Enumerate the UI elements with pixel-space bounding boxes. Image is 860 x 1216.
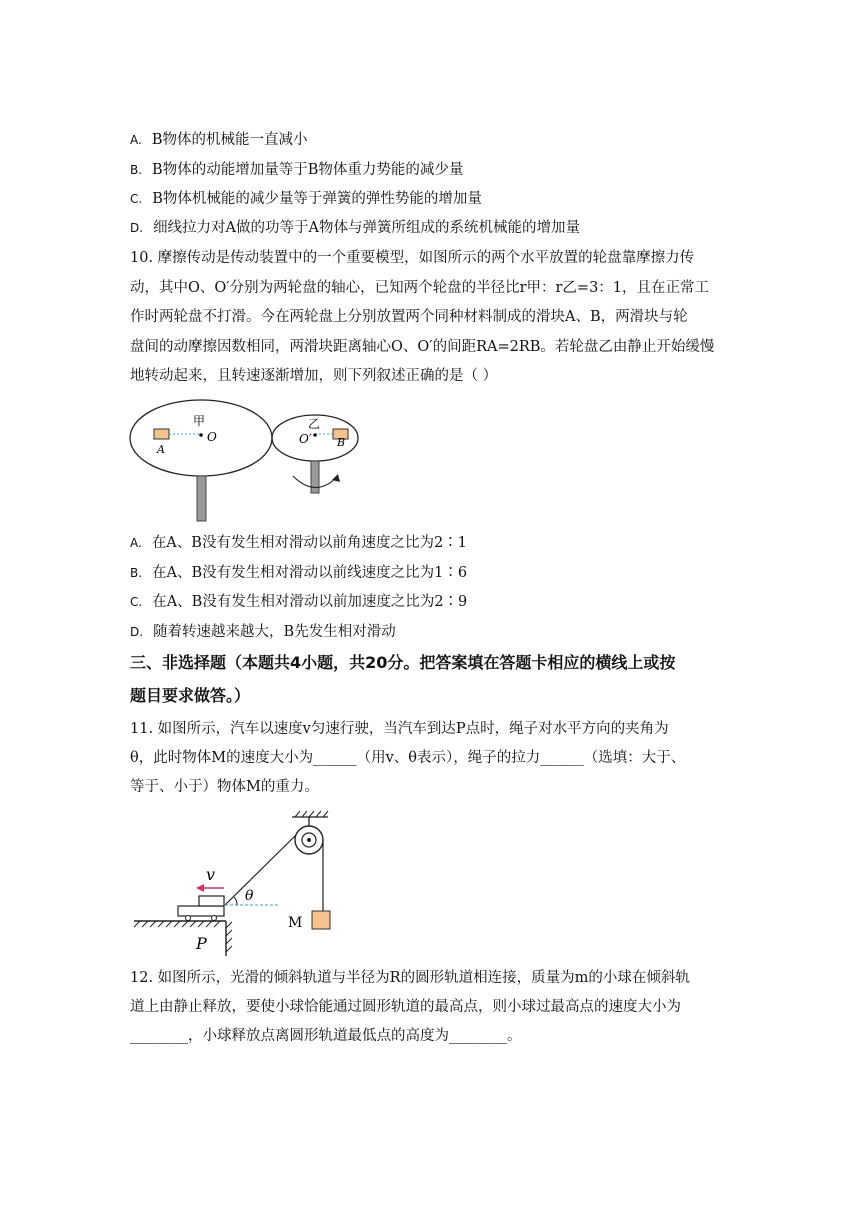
option-label: B. xyxy=(130,163,143,177)
car-pulley-figure xyxy=(128,808,343,960)
option-text: B物体机械能的减少量等于弹簧的弹性势能的增加量 xyxy=(152,191,482,207)
q12-line-2: 道上由静止释放，要使小球恰能通过圆形轨道的最高点，则小球过最高点的速度大小为 xyxy=(130,999,681,1015)
q12-line-3: ________，小球释放点离圆形轨道最低点的高度为________。 xyxy=(130,1028,522,1044)
velocity-arrowhead-icon xyxy=(196,884,204,892)
q10-option-c xyxy=(130,592,467,612)
option-text: 随着转速越来越大，B先发生相对滑动 xyxy=(153,624,396,640)
friction-wheels-figure xyxy=(128,398,363,526)
option-label: D. xyxy=(130,221,144,235)
label-o: O xyxy=(207,430,217,444)
q9-option-a xyxy=(130,130,307,150)
center-o xyxy=(199,433,203,437)
car-wheel-rear xyxy=(186,916,191,921)
option-label: C. xyxy=(130,192,143,206)
label-theta: θ xyxy=(245,888,254,904)
section-heading-line-2: 题目要求做答。） xyxy=(130,686,251,705)
q11-line-3: 等于、小于）物体M的重力。 xyxy=(130,779,319,795)
label-yi: 乙 xyxy=(308,417,321,431)
car-cabin xyxy=(199,896,224,906)
label-v: v xyxy=(206,865,216,884)
q10-option-a xyxy=(130,533,467,553)
q10-line-5: 地转动起来，且转速逐渐增加，则下列叙述正确的是（ ） xyxy=(130,368,498,384)
q10-option-d xyxy=(130,622,396,642)
q9-option-d xyxy=(130,218,580,238)
section-heading-line-1: 三、非选择题（本题共4小题，共20分。把答案填在答题卡相应的横线上或按 xyxy=(130,653,676,672)
option-text: B物体的动能增加量等于B物体重力势能的减少量 xyxy=(152,162,464,178)
angle-arc xyxy=(234,897,237,905)
mass-m xyxy=(312,911,330,929)
q10-line-1: 10. 摩擦传动是传动装置中的一个重要模型，如图所示的两个水平放置的轮盘靠摩擦力传 xyxy=(130,250,695,266)
q9-option-c xyxy=(130,189,482,209)
ground-hatch xyxy=(134,921,220,927)
car-body xyxy=(178,906,224,916)
option-text: B物体的机械能一直减小 xyxy=(151,132,308,148)
q10-line-3: 作时两轮盘不打滑。今在两轮盘上分别放置两个同种材料制成的滑块A、B，两滑块与轮 xyxy=(130,309,688,325)
label-m: M xyxy=(288,915,303,931)
option-text: 在A、B没有发生相对滑动以前角速度之比为2∶1 xyxy=(151,535,467,551)
q11-line-2: θ，此时物体M的速度大小为______（用v、θ表示），绳子的拉力______（选填：大于、 xyxy=(130,750,686,766)
option-label: B. xyxy=(130,566,143,580)
option-label: A. xyxy=(130,536,142,550)
option-text: 细线拉力对A做的功等于A物体与弹簧所组成的系统机械能的增加量 xyxy=(153,220,581,236)
option-label: D. xyxy=(130,625,144,639)
ceiling-hatch xyxy=(295,811,328,817)
q12-line-1: 12. 如图所示，光滑的倾斜轨道与半径为R的圆形轨道相连接，质量为m的小球在倾斜轨 xyxy=(130,970,690,986)
axle-jia xyxy=(197,476,206,521)
cliff-hatch xyxy=(226,922,232,952)
q11-line-1: 11. 如图所示，汽车以速度v匀速行驶，当汽车到达P点时，绳子对水平方向的夹角为 xyxy=(130,721,669,737)
q10-option-b xyxy=(130,563,467,583)
label-jia: 甲 xyxy=(193,414,206,428)
axle-yi xyxy=(311,461,319,493)
label-a: A xyxy=(157,443,165,456)
label-b: B xyxy=(337,436,346,449)
rope-inclined xyxy=(225,835,296,905)
car-wheel-front xyxy=(212,916,217,921)
option-label: A. xyxy=(130,133,142,147)
q10-line-4: 盘间的动摩擦因数相同，两滑块距离轴心O、O′的间距RA=2RB。若轮盘乙由静止开始缓慢 xyxy=(130,339,715,355)
pulley-axle xyxy=(307,838,311,842)
label-p: P xyxy=(196,934,207,953)
option-text: 在A、B没有发生相对滑动以前加速度之比为2∶9 xyxy=(152,594,468,610)
q9-option-b xyxy=(130,160,463,180)
wheel-jia xyxy=(130,400,272,476)
center-o2 xyxy=(313,433,317,437)
option-label: C. xyxy=(130,595,143,609)
block-a xyxy=(154,429,169,439)
q10-line-2: 动，其中O、O′分别为两轮盘的轴心，已知两个轮盘的半径比r甲：r乙=3：1，且在正常工 xyxy=(130,280,710,296)
option-text: 在A、B没有发生相对滑动以前线速度之比为1∶6 xyxy=(152,565,468,581)
label-o2: O′ xyxy=(299,432,312,446)
